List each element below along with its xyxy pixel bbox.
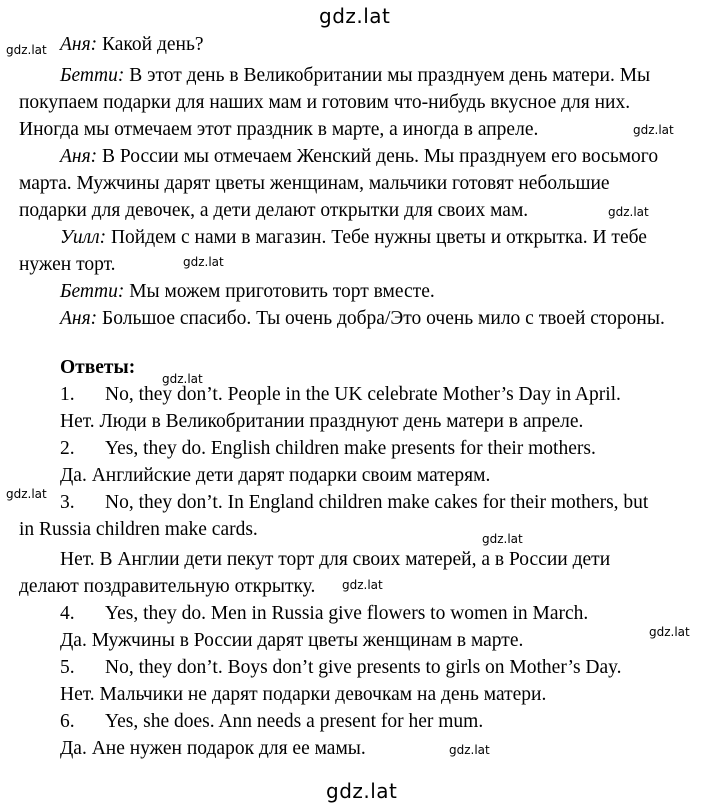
watermark: gdz.lat: [342, 578, 383, 592]
answer-en-line: [19, 518, 258, 542]
answer-ru-text: Да. Ане нужен подарок для ее мамы.: [60, 738, 366, 759]
speaker-label: Уилл:: [60, 227, 107, 248]
dialogue-text: марта. Мужчины дарят цветы женщинам, мальчики готовят небольшие: [19, 173, 610, 194]
answer-ru-line: [60, 629, 523, 653]
answer-ru-text: Нет. В Англии дети пекут торт для своих матерей, а в России дети: [60, 549, 611, 570]
answer-ru-line: [60, 464, 490, 488]
dialogue-text: Мы можем приготовить торт вместе.: [129, 281, 435, 302]
dialogue-text: Пойдем с нами в магазин. Тебе нужны цветы и открытка. И тебе: [110, 227, 647, 248]
watermark-top: gdz.lat: [319, 4, 391, 28]
speaker-label: Аня:: [60, 34, 98, 55]
answer-ru-text: делают поздравительную открытку.: [19, 576, 316, 597]
dialogue-text: В России мы отмечаем Женский день. Мы празднуем его восьмого: [102, 146, 659, 167]
dialogue-text: подарки для девочек, а дети делают открытки для своих мам.: [19, 200, 529, 221]
speaker-label: Бетти:: [60, 65, 125, 86]
dialogue-line: [19, 91, 630, 115]
dialogue-line: [19, 118, 538, 142]
answer-number: 3.: [60, 492, 75, 513]
watermark: gdz.lat: [649, 625, 690, 639]
answer-en-text: No, they don’t. In England children make cakes for their mothers, but: [105, 492, 649, 513]
speaker-label: Бетти:: [60, 281, 125, 302]
answers-heading: Ответы:: [60, 357, 136, 378]
watermark-bottom: gdz.lat: [326, 779, 398, 803]
answer-ru-text: Нет. Мальчики не дарят подарки девочкам на день матери.: [60, 684, 547, 705]
answer-en-text: Yes, they do. Men in Russia give flowers to women in March.: [105, 603, 589, 624]
watermark: gdz.lat: [6, 487, 47, 501]
answer-ru-line: [60, 683, 546, 707]
dialogue-line: [60, 280, 435, 304]
speaker-label: Аня:: [60, 146, 98, 167]
answer-number: 6.: [60, 711, 75, 732]
answer-en-text: Yes, they do. English children make presents for their mothers.: [105, 438, 596, 459]
answer-number: 1.: [60, 384, 75, 405]
answer-en-text: Yes, she does. Ann needs a present for her mum.: [105, 711, 484, 732]
answer-en-line: [60, 710, 483, 734]
answer-number: 4.: [60, 603, 75, 624]
dialogue-line: [60, 145, 658, 169]
dialogue-line: [19, 253, 116, 277]
answer-ru-text: Да. Мужчины в России дарят цветы женщинам в марте.: [60, 630, 524, 651]
answer-ru-text: Да. Английские дети дарят подарки своим матерям.: [60, 465, 491, 486]
watermark: gdz.lat: [6, 43, 47, 57]
answer-ru-line: [60, 548, 610, 572]
answer-en-line: [60, 602, 588, 626]
dialogue-text: покупаем подарки для наших мам и готовим что-нибудь вкусное для них.: [19, 92, 631, 113]
answer-en-line: [60, 383, 621, 407]
dialogue-text: В этот день в Великобритании мы празднуем день матери. Мы: [129, 65, 651, 86]
answer-en-line: [60, 491, 648, 515]
dialogue-line: [19, 172, 610, 196]
watermark: gdz.lat: [482, 532, 523, 546]
answer-ru-line: [60, 737, 366, 761]
dialogue-text: Иногда мы отмечаем этот праздник в марте, а иногда в апреле.: [19, 119, 539, 140]
speaker-label: Аня:: [60, 308, 98, 329]
watermark: gdz.lat: [162, 372, 203, 386]
dialogue-text: Какой день?: [102, 34, 204, 55]
answer-en-text: No, they don’t. Boys don’t give presents to girls on Mother’s Day.: [105, 657, 622, 678]
answer-ru-line: [60, 410, 583, 434]
watermark: gdz.lat: [633, 123, 674, 137]
dialogue-line: [60, 33, 204, 57]
answer-ru-line: [19, 575, 315, 599]
answer-en-text: in Russia children make cards.: [19, 519, 258, 540]
dialogue-text: нужен торт.: [19, 254, 116, 275]
answer-en-line: [60, 437, 596, 461]
dialogue-line: [60, 307, 665, 331]
dialogue-line: [60, 226, 647, 250]
answer-number: 2.: [60, 438, 75, 459]
answer-number: 5.: [60, 657, 75, 678]
dialogue-text: Большое спасибо. Ты очень добра/Это очень мило с твоей стороны.: [102, 308, 665, 329]
answer-ru-text: Нет. Люди в Великобритании празднуют день матери в апреле.: [60, 411, 584, 432]
answer-en-line: [60, 656, 622, 680]
watermark: gdz.lat: [183, 255, 224, 269]
dialogue-line: [60, 64, 650, 88]
dialogue-line: [19, 199, 528, 223]
watermark: gdz.lat: [608, 205, 649, 219]
watermark: gdz.lat: [449, 743, 490, 757]
answer-en-text: No, they don’t. People in the UK celebrate Mother’s Day in April.: [105, 384, 621, 405]
